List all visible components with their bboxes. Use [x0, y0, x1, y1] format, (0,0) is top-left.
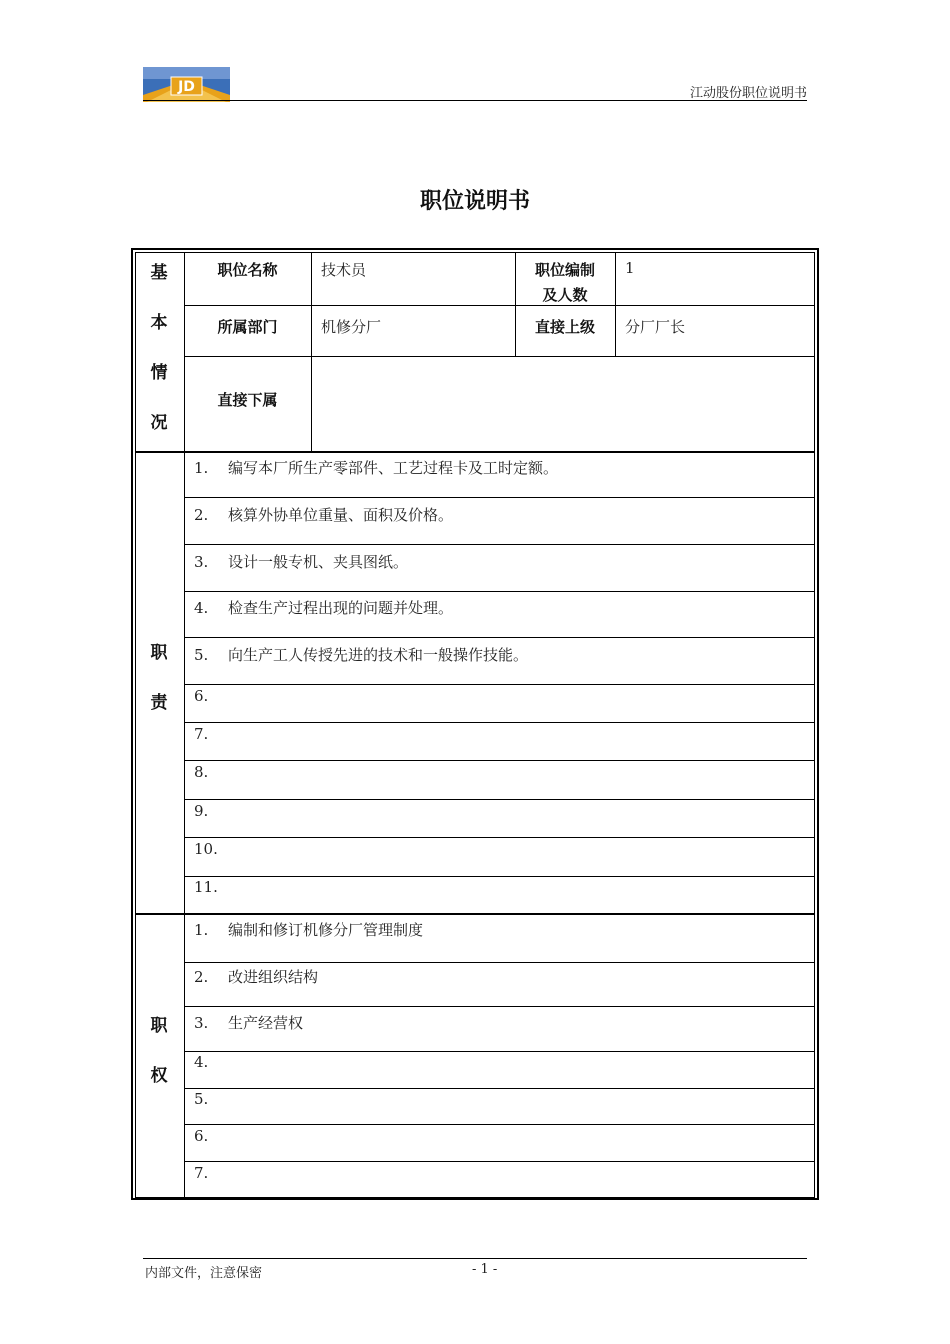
headcount-value: 1: [625, 259, 635, 277]
duty-row-divider: [184, 722, 815, 723]
duty-item: 11.: [194, 878, 218, 896]
duty-item: 7.: [194, 725, 209, 743]
duty-item: 6.: [194, 687, 209, 705]
duty-item: 4. 检查生产过程出现的问题并处理。: [194, 599, 454, 617]
duty-item: 3. 设计一般专机、夹具图纸。: [194, 553, 409, 571]
authority-item: 3. 生产经营权: [194, 1014, 304, 1032]
duty-item: 2. 核算外协单位重量、面积及价格。: [194, 506, 454, 524]
confidential-notice: 内部文件，注意保密: [145, 1266, 263, 1281]
duty-row-divider: [184, 637, 815, 638]
duty-item: 5. 向生产工人传授先进的技术和一般操作技能。: [194, 646, 529, 664]
authority-section-char: 权: [150, 1066, 168, 1086]
authority-item: 2. 改进组织结构: [194, 968, 319, 986]
subordinate-label: 直接下属: [217, 391, 278, 409]
authority-item: 5.: [194, 1090, 209, 1108]
authority-row-divider: [184, 1124, 815, 1125]
headcount-label-line-1: 职位编制: [534, 261, 595, 279]
duty-row-divider: [184, 591, 815, 592]
department-label: 所属部门: [217, 318, 278, 336]
basic-row-divider-2: [184, 356, 815, 357]
duty-item: 1. 编写本厂所生产零部件、工艺过程卡及工时定额。: [194, 459, 559, 477]
page-title: 职位说明书: [419, 189, 530, 214]
authority-section-char: 职: [150, 1016, 168, 1036]
page-number: - 1 -: [472, 1262, 498, 1277]
duties-section-char: 责: [150, 693, 168, 713]
authority-item: 4.: [194, 1053, 209, 1071]
authority-row-divider: [184, 1006, 815, 1007]
label-column-divider: [311, 252, 312, 451]
basic-row-divider-1: [184, 305, 815, 306]
authority-item: 1. 编制和修订机修分厂管理制度: [194, 921, 424, 939]
supervisor-value: 分厂厂长: [625, 318, 686, 336]
basic-section-char: 本: [150, 313, 168, 333]
right-label-divider: [615, 252, 616, 356]
authority-row-divider: [184, 1051, 815, 1052]
department-value: 机修分厂: [321, 318, 382, 336]
basic-section-char: 况: [150, 413, 168, 433]
basic-section-char: 情: [150, 363, 168, 383]
supervisor-label: 直接上级: [534, 318, 595, 336]
section-divider-authority: [135, 913, 815, 915]
authority-row-divider: [184, 962, 815, 963]
authority-row-divider: [184, 1088, 815, 1089]
basic-section-char: 基: [150, 263, 168, 283]
duty-row-divider: [184, 876, 815, 877]
position-name-label: 职位名称: [217, 261, 278, 279]
position-name-value: 技术员: [321, 261, 367, 279]
duty-item: 8.: [194, 763, 209, 781]
duty-row-divider: [184, 837, 815, 838]
duty-row-divider: [184, 799, 815, 800]
duty-row-divider: [184, 544, 815, 545]
header-rule: [143, 100, 807, 101]
duty-row-divider: [184, 684, 815, 685]
section-divider-duties: [135, 451, 815, 453]
duty-item: 10.: [194, 840, 218, 858]
company-logo: [143, 67, 230, 102]
authority-item: 6.: [194, 1127, 209, 1145]
duties-section-char: 职: [150, 643, 168, 663]
headcount-label-line-2: 及人数: [542, 286, 588, 304]
authority-row-divider: [184, 1161, 815, 1162]
duty-row-divider: [184, 760, 815, 761]
duty-row-divider: [184, 497, 815, 498]
doc-series-title: 江动股份职位说明书: [689, 86, 807, 101]
duty-item: 9.: [194, 802, 209, 820]
logo-lettering: JD: [178, 79, 195, 95]
authority-item: 7.: [194, 1164, 209, 1182]
footer-rule: [143, 1258, 807, 1259]
